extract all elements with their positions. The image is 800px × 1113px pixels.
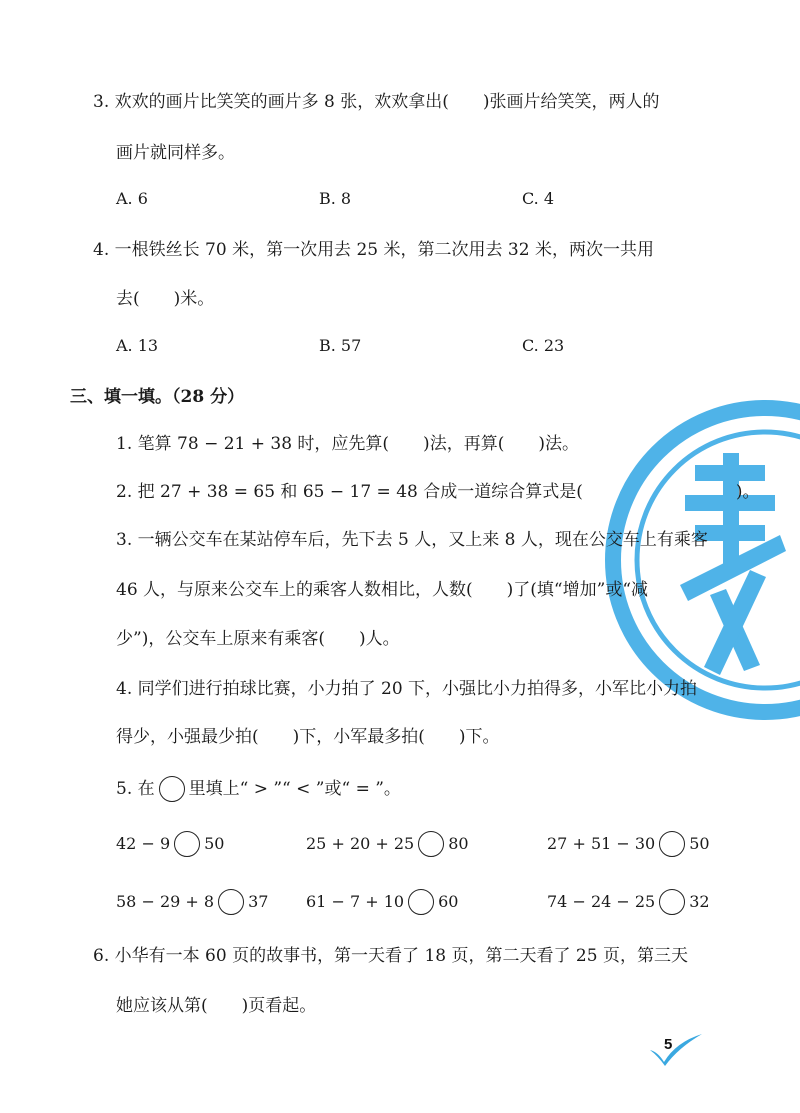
compare-right: 80 [448,834,469,853]
q4-line2: 去( )米。 [116,289,215,309]
fill-q2: 2. 把 27 + 38 = 65 和 65 − 17 = 48 合成一道综合算式是( )。 [116,482,760,502]
fill-q6-line1: 6. 小华有一本 60 页的故事书，第一天看了 18 页，第二天看了 25 页，第三天 [93,946,688,966]
compare-item [306,888,458,916]
compare-left: 74 − 24 − 25 [547,892,656,911]
answer-circle[interactable] [659,831,685,857]
q3-option-a: A. 6 [116,189,148,208]
compare-item [306,830,469,858]
q4-option-c: C. 23 [522,336,565,355]
compare-item [116,830,224,858]
compare-right: 50 [689,834,710,853]
fill-q1: 1. 笔算 78 − 21 + 38 时，应先算( )法，再算( )法。 [116,434,579,454]
page-number: 5 [664,1036,673,1053]
checkmark-icon [648,1032,704,1066]
stamp-watermark [600,395,800,725]
fill-q3-line3: 少”)，公交车上原来有乘客( )人。 [116,629,400,649]
fill-q5-prefix: 5. 在 [116,779,155,799]
q3-option-c: C. 4 [522,189,555,208]
section-title: 三、填一填。（28 分） [70,387,245,407]
answer-circle[interactable] [408,889,434,915]
fill-q5-instruction [116,776,401,802]
fill-q4-line1: 4. 同学们进行拍球比赛，小力拍了 20 下，小强比小力拍得多，小军比小力拍 [116,679,698,699]
q3-line1: 3. 欢欢的画片比笑笑的画片多 8 张，欢欢拿出( )张画片给笑笑，两人的 [93,92,660,112]
compare-item [547,888,710,916]
compare-right: 50 [204,834,225,853]
q4-line1: 4. 一根铁丝长 70 米，第一次用去 25 米，第二次用去 32 米，两次一共用 [93,240,654,260]
compare-item [116,888,268,916]
compare-left: 58 − 29 + 8 [116,892,215,911]
compare-right: 60 [438,892,459,911]
compare-left: 27 + 51 − 30 [547,834,656,853]
compare-left: 42 − 9 [116,834,171,853]
compare-right: 32 [689,892,710,911]
fill-q3-line1: 3. 一辆公交车在某站停车后，先下去 5 人，又上来 8 人，现在公交车上有乘客 [116,530,708,550]
answer-circle[interactable] [418,831,444,857]
answer-circle[interactable] [218,889,244,915]
q3-line2: 画片就同样多。 [116,143,235,163]
compare-item [547,830,710,858]
fill-q5-suffix: 里填上“ > ”“ < ”或“ = ”。 [188,779,401,799]
fill-q4-line2: 得少，小强最少拍( )下，小军最多拍( )下。 [116,727,500,747]
compare-circle-icon [159,776,185,802]
fill-q3-line2: 46 人，与原来公交车上的乘客人数相比，人数( )了(填“增加”或“减 [116,580,649,600]
q4-option-b: B. 57 [319,336,362,355]
page-number-badge [648,1032,704,1066]
compare-right: 37 [248,892,269,911]
compare-left: 25 + 20 + 25 [306,834,415,853]
answer-circle[interactable] [174,831,200,857]
q3-option-b: B. 8 [319,189,352,208]
compare-left: 61 − 7 + 10 [306,892,405,911]
fill-q6-line2: 她应该从第( )页看起。 [116,996,317,1016]
q4-option-a: A. 13 [116,336,159,355]
answer-circle[interactable] [659,889,685,915]
